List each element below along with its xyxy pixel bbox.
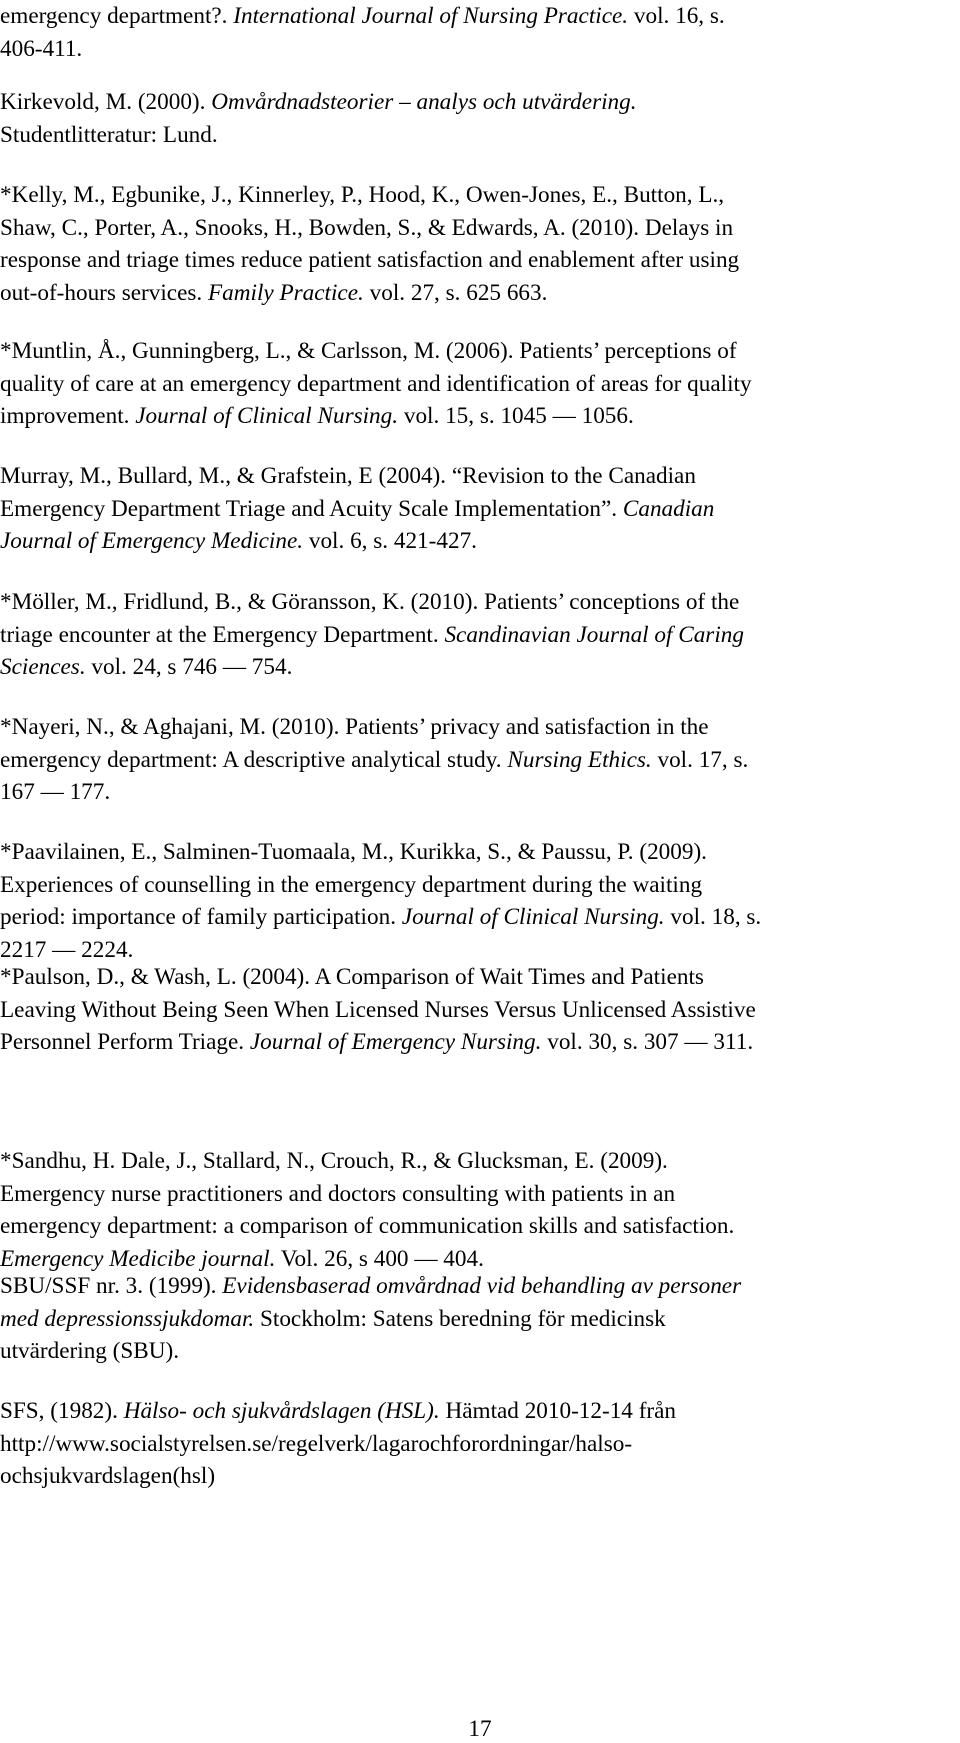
reference-text: utvärdering (SBU).: [0, 1338, 180, 1365]
reference-line: [0, 277, 960, 310]
reference-line: [0, 179, 960, 212]
reference-line: [0, 493, 960, 526]
reference-text: Emergency nurse practitioners and doctors consulting with patients in an: [0, 1180, 676, 1207]
italic-text: Family Practice.: [208, 279, 364, 306]
reference-line: [0, 368, 960, 401]
reference-text: Personnel Perform Triage.: [0, 1029, 250, 1056]
reference-entry: [0, 961, 960, 1059]
reference-text: SFS, (1982).: [0, 1398, 124, 1424]
reference-text: vol. 6, s. 421-427.: [303, 528, 477, 555]
reference-line: [0, 525, 960, 558]
reference-entry: [0, 86, 960, 151]
reference-text: Leaving Without Being Seen When Licensed Nurses Versus Unlicensed Assistive: [0, 996, 756, 1023]
reference-line: [0, 1460, 960, 1493]
reference-text: *Kelly, M., Egbunike, J., Kinnerley, P., Hood, K., Owen-Jones, E., Button, L.,: [0, 182, 725, 208]
reference-text: vol. 17, s.: [651, 746, 749, 773]
italic-text: Journal of Emergency Medicine.: [0, 528, 304, 555]
reference-text: Murray, M., Bullard, M., & Grafstein, E (2004). “Revision to the Canadian: [0, 463, 696, 489]
italic-text: International Journal of Nursing Practice.: [233, 3, 629, 29]
reference-text: ochsjukvardslagen(hsl): [0, 1463, 216, 1490]
reference-line: [0, 619, 960, 652]
reference-line: [0, 586, 960, 619]
reference-entry: [0, 586, 960, 684]
reference-text: vol. 16, s.: [628, 3, 725, 29]
reference-line: [0, 1428, 960, 1461]
reference-text: http://www.socialstyrelsen.se/regelverk/lagarochforordningar/halso-: [0, 1430, 633, 1457]
italic-text: Emergency Medicibe journal.: [0, 1245, 276, 1272]
reference-text: *Paavilainen, E., Salminen-Tuomaala, M., Kurikka, S., & Paussu, P. (2009).: [0, 839, 707, 865]
reference-entry: [0, 1270, 960, 1368]
reference-line: [0, 1395, 960, 1428]
reference-line: [0, 1026, 960, 1059]
page-number: 17: [468, 1716, 492, 1742]
reference-entry: [0, 179, 960, 309]
reference-text: 167 — 177.: [0, 779, 111, 806]
reference-text: *Paulson, D., & Wash, L. (2004). A Comparison of Wait Times and Patients: [0, 964, 704, 990]
reference-line: [0, 776, 960, 809]
reference-text: 2217 — 2224.: [0, 936, 134, 963]
reference-line: [0, 651, 960, 684]
reference-line: [0, 836, 960, 869]
reference-line: [0, 400, 960, 433]
reference-entry: [0, 460, 960, 558]
reference-entry: [0, 0, 960, 65]
reference-text: Hämtad 2010-12-14 från: [439, 1398, 677, 1424]
reference-text: quality of care at an emergency department and identification of areas for quality: [0, 370, 752, 397]
reference-line: [0, 1145, 960, 1178]
reference-line: [0, 1270, 960, 1303]
reference-text: triage encounter at the Emergency Department.: [0, 621, 445, 648]
reference-line: [0, 86, 960, 119]
reference-line: [0, 1210, 960, 1243]
reference-text: response and triage times reduce patient satisfaction and enablement after using: [0, 247, 740, 274]
reference-line: [0, 335, 960, 368]
reference-text: emergency department?.: [0, 3, 234, 29]
reference-text: vol. 30, s. 307 — 311.: [541, 1029, 754, 1056]
reference-text: Stockholm: Satens beredning för medicinsk: [254, 1305, 666, 1332]
reference-text: vol. 24, s 746 — 754.: [85, 654, 293, 681]
reference-line: [0, 1303, 960, 1336]
reference-text: Studentlitteratur: Lund.: [0, 121, 218, 148]
reference-entry: [0, 335, 960, 433]
italic-text: Nursing Ethics.: [507, 746, 652, 773]
reference-line: [0, 244, 960, 277]
reference-line: [0, 901, 960, 934]
italic-text: Journal of Clinical Nursing.: [401, 904, 665, 931]
reference-entry: [0, 836, 960, 966]
reference-entry: [0, 1145, 960, 1275]
reference-text: Shaw, C., Porter, A., Snooks, H., Bowden, S., & Edwards, A. (2010). Delays in: [0, 214, 734, 241]
reference-text: *Muntlin, Å., Gunningberg, L., & Carlsson, M. (2006). Patients’ perceptions of: [0, 338, 737, 364]
italic-text: Scandinavian Journal of Caring: [444, 621, 744, 648]
italic-text: Omvårdnadsteorier – analys och utvärdering.: [211, 89, 637, 115]
reference-text: SBU/SSF nr. 3. (1999).: [0, 1273, 223, 1299]
reference-text: 406-411.: [0, 35, 83, 62]
reference-line: [0, 460, 960, 493]
reference-text: emergency department: A descriptive analytical study.: [0, 746, 508, 773]
reference-line: [0, 1335, 960, 1368]
reference-line: [0, 744, 960, 777]
reference-text: Kirkevold, M. (2000).: [0, 89, 212, 115]
reference-text: *Möller, M., Fridlund, B., & Göransson, K. (2010). Patients’ conceptions of the: [0, 589, 740, 615]
reference-line: [0, 994, 960, 1027]
reference-line: [0, 711, 960, 744]
reference-text: Emergency Department Triage and Acuity Scale Implementation”.: [0, 495, 623, 522]
italic-text: Hälso- och sjukvårdslagen (HSL).: [123, 1398, 440, 1424]
reference-text: Experiences of counselling in the emergency department during the waiting: [0, 871, 703, 898]
reference-line: [0, 961, 960, 994]
italic-text: med depressionssjukdomar.: [0, 1305, 255, 1332]
reference-line: [0, 212, 960, 245]
reference-line: [0, 33, 960, 66]
reference-line: [0, 869, 960, 902]
reference-line: [0, 0, 960, 33]
reference-text: *Sandhu, H. Dale, J., Stallard, N., Crouch, R., & Glucksman, E. (2009).: [0, 1148, 668, 1174]
reference-text: improvement.: [0, 403, 136, 430]
reference-text: emergency department: a comparison of communication skills and satisfaction.: [0, 1213, 735, 1240]
reference-text: period: importance of family participation.: [0, 904, 402, 931]
reference-text: vol. 18, s.: [664, 904, 762, 931]
reference-text: out-of-hours services.: [0, 279, 208, 306]
italic-text: Journal of Clinical Nursing.: [135, 403, 399, 430]
reference-line: [0, 119, 960, 152]
reference-text: *Nayeri, N., & Aghajani, M. (2010). Patients’ privacy and satisfaction in the: [0, 714, 709, 740]
reference-entry: [0, 1395, 960, 1493]
italic-text: Journal of Emergency Nursing.: [249, 1029, 542, 1056]
reference-text: vol. 15, s. 1045 — 1056.: [398, 403, 634, 430]
italic-text: Canadian: [622, 495, 715, 522]
reference-line: [0, 1178, 960, 1211]
reference-text: vol. 27, s. 625 663.: [363, 279, 548, 306]
reference-text: Vol. 26, s 400 — 404.: [275, 1245, 484, 1272]
reference-entry: [0, 711, 960, 809]
italic-text: Sciences.: [0, 654, 86, 681]
italic-text: Evidensbaserad omvårdnad vid behandling av personer: [222, 1273, 742, 1299]
